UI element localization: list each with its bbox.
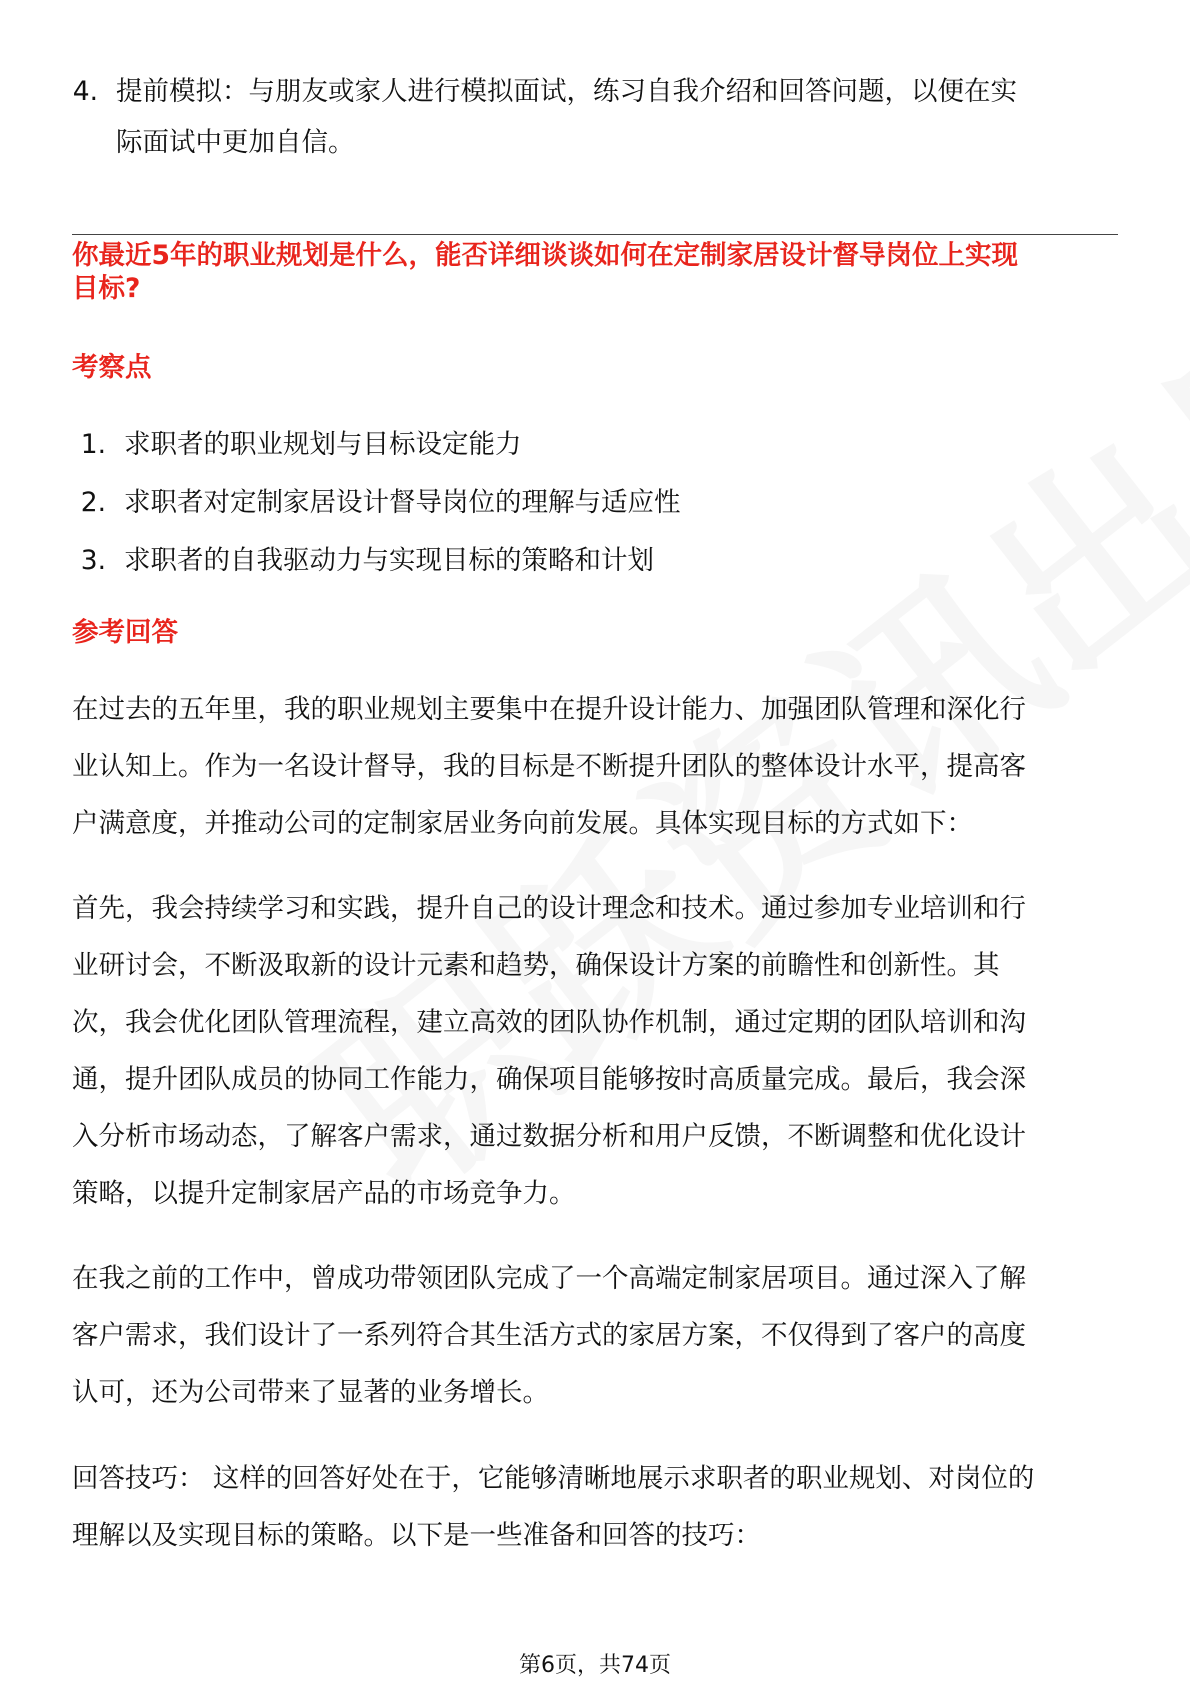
- list-item-text: 际面试中更加自信。: [116, 127, 355, 158]
- section-heading-assessment: 考察点: [72, 352, 152, 383]
- section-heading-answer: 参考回答: [72, 617, 178, 648]
- paragraph-line: 入分析市场动态，了解客户需求，通过数据分析和用户反馈，不断调整和优化设计: [72, 1121, 1026, 1152]
- list-item-text: 求职者的自我驱动力与实现目标的策略和计划: [124, 545, 654, 576]
- list-item-text: 提前模拟：与朋友或家人进行模拟面试，练习自我介绍和回答问题，以便在实: [116, 76, 1017, 107]
- list-number: 3.: [80, 545, 106, 576]
- paragraph-line: 在过去的五年里，我的职业规划主要集中在提升设计能力、加强团队管理和深化行: [72, 694, 1026, 725]
- paragraph-line: 业研讨会，不断汲取新的设计元素和趋势，确保设计方案的前瞻性和创新性。其: [72, 950, 1000, 981]
- question-title: 目标?: [72, 273, 141, 304]
- section-divider: [72, 234, 1118, 235]
- paragraph-line: 首先，我会持续学习和实践，提升自己的设计理念和技术。通过参加专业培训和行: [72, 893, 1026, 924]
- paragraph-line: 回答技巧： 这样的回答好处在于，它能够清晰地展示求职者的职业规划、对岗位的: [72, 1463, 1035, 1494]
- question-title: 你最近5年的职业规划是什么，能否详细谈谈如何在定制家居设计督导岗位上实现: [72, 240, 1018, 271]
- paragraph-line: 在我之前的工作中，曾成功带领团队完成了一个高端定制家居项目。通过深入了解: [72, 1263, 1026, 1294]
- paragraph-line: 户满意度，并推动公司的定制家居业务向前发展。具体实现目标的方式如下：: [72, 808, 973, 839]
- paragraph-line: 客户需求，我们设计了一系列符合其生活方式的家居方案，不仅得到了客户的高度: [72, 1320, 1026, 1351]
- list-number: 1.: [80, 429, 106, 460]
- paragraph-line: 认可，还为公司带来了显著的业务增长。: [72, 1377, 549, 1408]
- page-number-footer: 第6页，共74页: [519, 1653, 671, 1678]
- paragraph-line: 理解以及实现目标的策略。以下是一些准备和回答的技巧：: [72, 1520, 761, 1551]
- paragraph-line: 通，提升团队成员的协同工作能力，确保项目能够按时高质量完成。最后，我会深: [72, 1064, 1026, 1095]
- list-item-text: 求职者对定制家居设计督导岗位的理解与适应性: [124, 487, 681, 518]
- paragraph-line: 次，我会优化团队管理流程，建立高效的团队协作机制，通过定期的团队培训和沟: [72, 1007, 1026, 1038]
- list-item-text: 求职者的职业规划与目标设定能力: [124, 429, 522, 460]
- list-number: 2.: [80, 487, 106, 518]
- paragraph-line: 业认知上。作为一名设计督导，我的目标是不断提升团队的整体设计水平，提高客: [72, 751, 1026, 782]
- paragraph-line: 策略，以提升定制家居产品的市场竞争力。: [72, 1178, 576, 1209]
- list-number: 4.: [72, 76, 98, 107]
